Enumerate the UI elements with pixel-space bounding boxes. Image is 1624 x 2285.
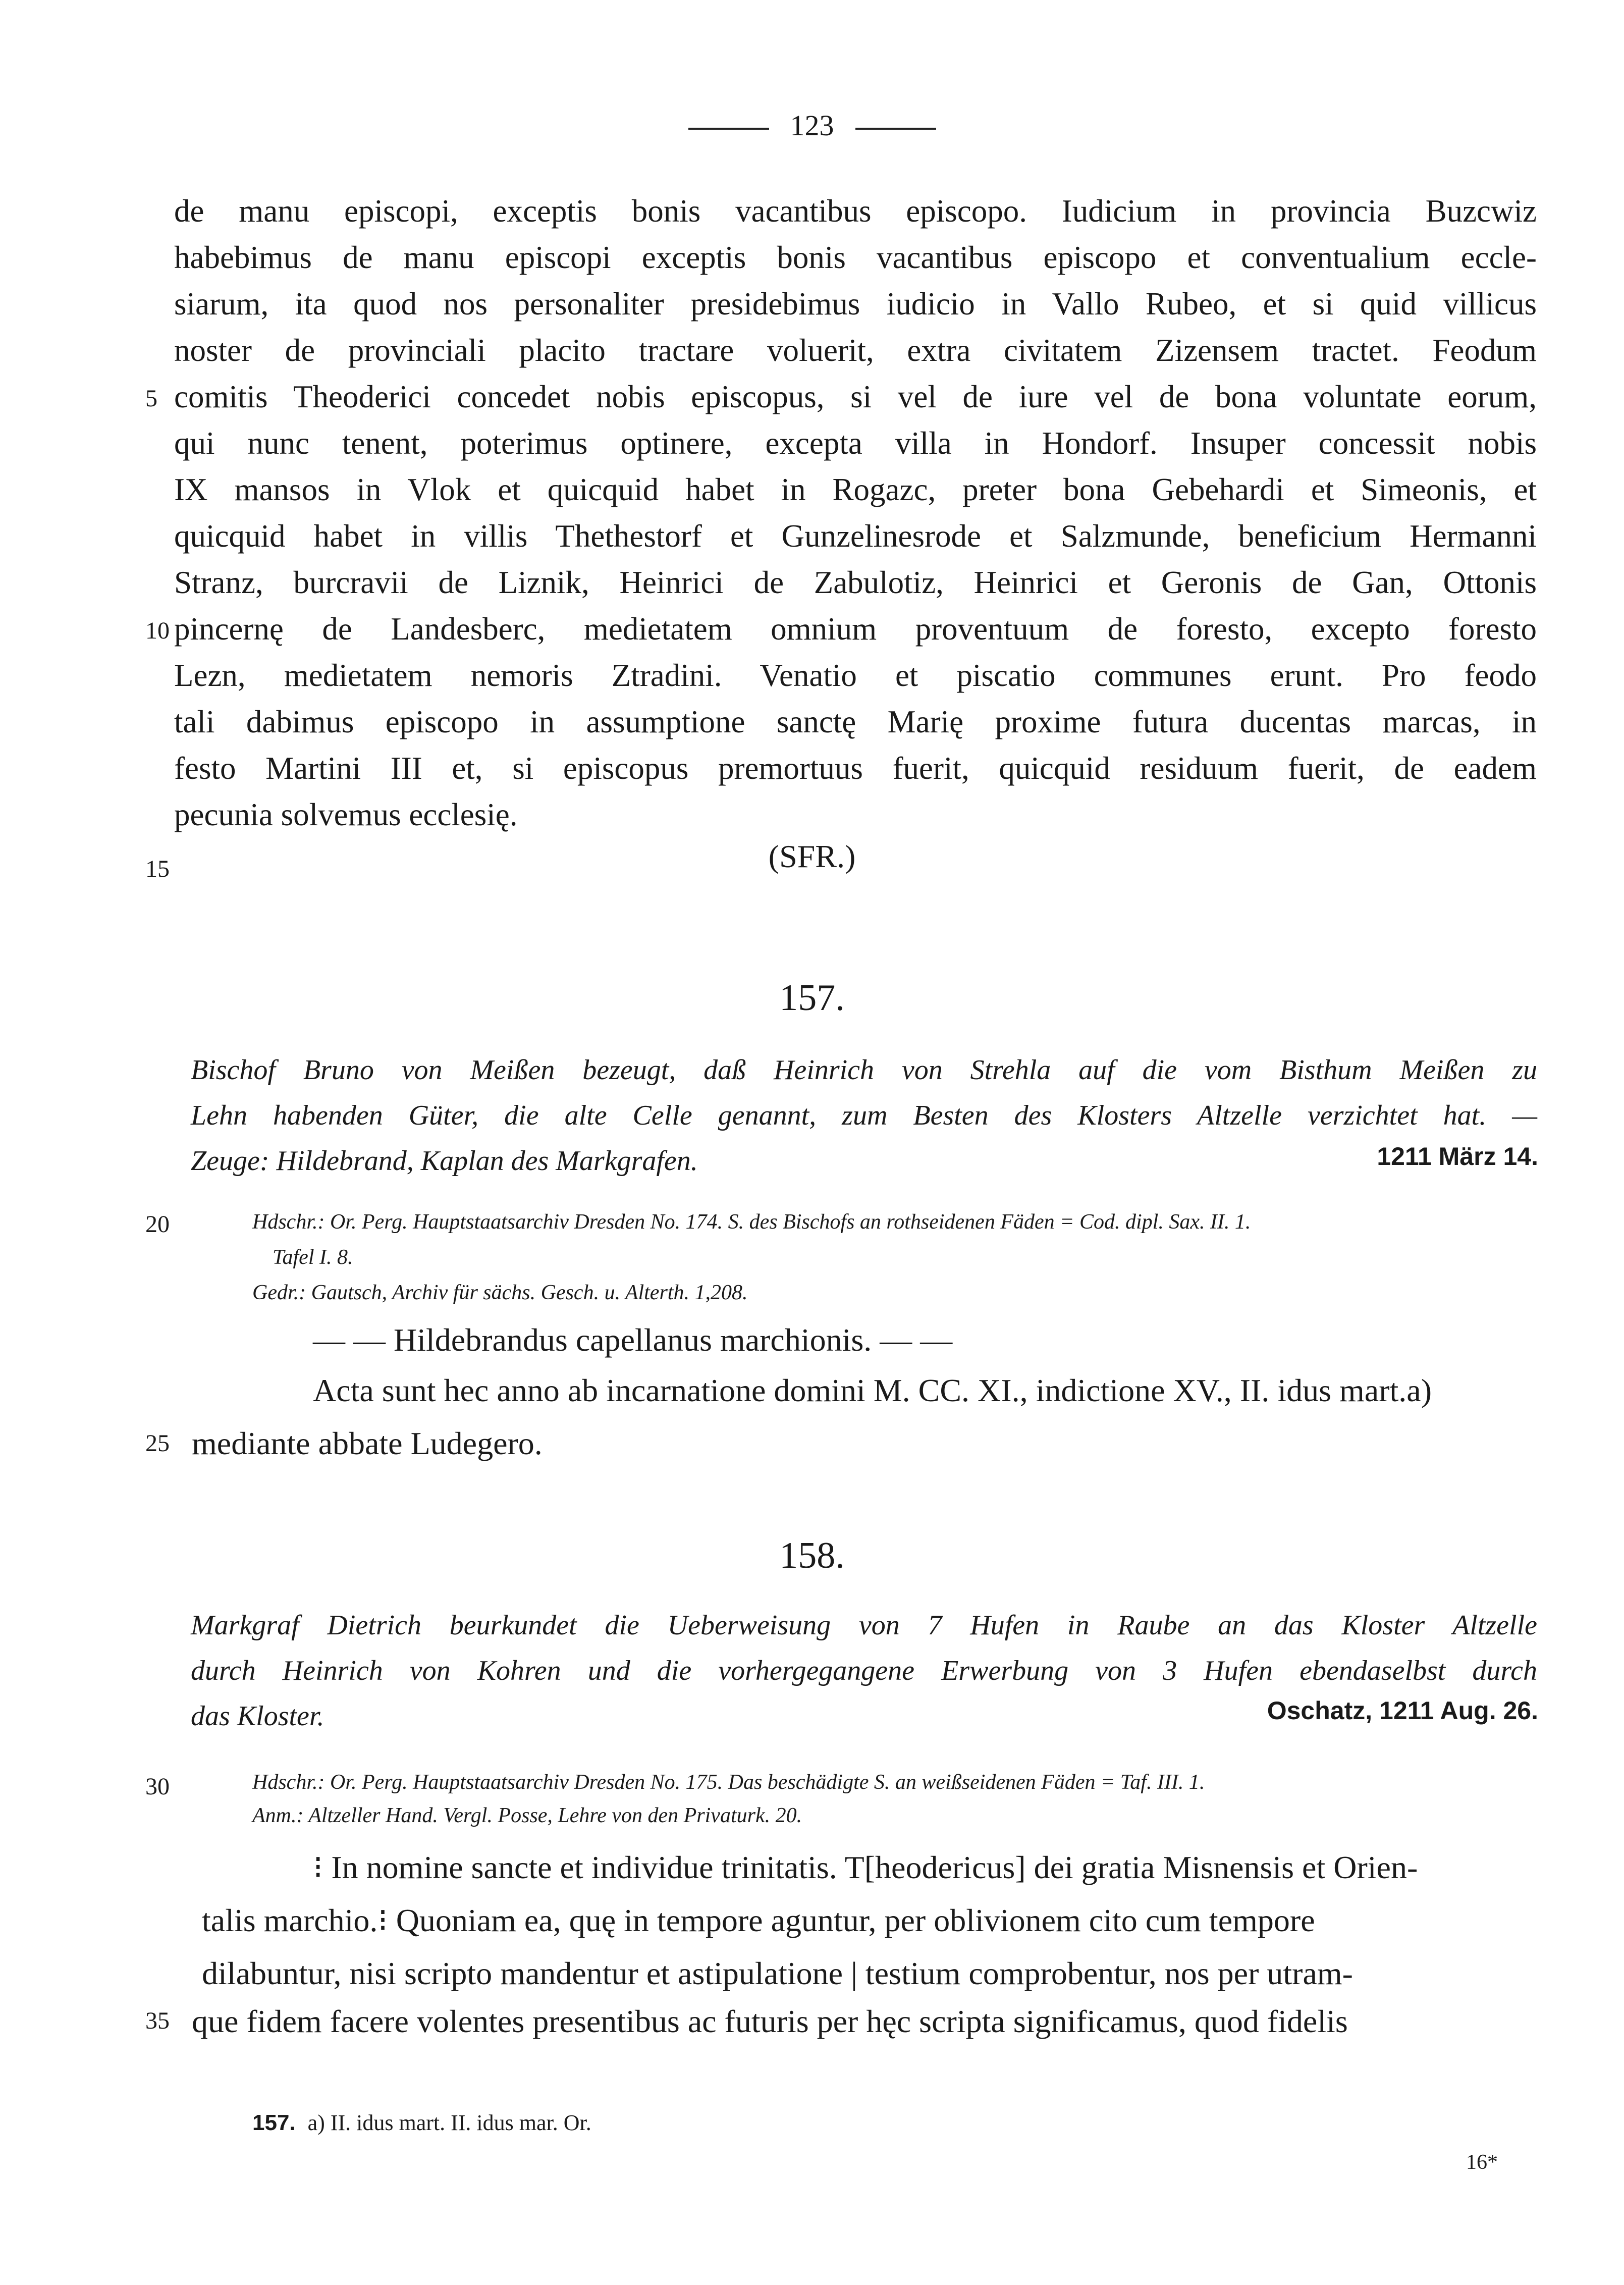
- text-line: mediante abbate Ludegero.: [192, 1425, 543, 1461]
- source-note: Hdschr.: Or. Perg. Hauptstaatsarchiv Dresden No. 174. S. des Bischofs an rothseidenen Fäden = Cod. dipl. Sax. II. 1.: [252, 1210, 1251, 1234]
- line-number: 10: [145, 617, 170, 644]
- text-line: qui nunc tenent, poterimus optinere, excepta villa in Hondorf. Insuper concessit nobis: [174, 426, 1537, 461]
- source-note: Anm.: Altzeller Hand. Vergl. Posse, Lehre von den Privaturk. 20.: [252, 1804, 802, 1827]
- source-note: Tafel I. 8.: [273, 1246, 353, 1269]
- text-line: Stranz, burcravii de Liznik, Heinrici de Zabulotiz, Heinrici et Geronis de Gan, Ottonis: [174, 565, 1537, 600]
- text-line: comitis Theoderici concedet nobis episcopus, si vel de iure vel de bona voluntate eorum,: [174, 379, 1537, 414]
- text-line: habebimus de manu episcopi exceptis bonis vacantibus episcopo et conventualium eccle-: [174, 240, 1537, 275]
- document-date: Oschatz, 1211 Aug. 26.: [1267, 1696, 1538, 1725]
- text-line: noster de provinciali placito tractare voluerit, extra civitatem Zizensem tractet. Feodum: [174, 333, 1537, 368]
- text-line: Acta sunt hec anno ab incarnatione domini M. CC. XI., indictione XV., II. idus mart.a): [313, 1372, 1432, 1408]
- text-line: dilabuntur, nisi scripto mandentur et astipulatione | testium comprobentur, nos per utram-: [202, 1955, 1353, 1991]
- text-line: que fidem facere volentes presentibus ac futuris per hęc scripta significamus, quod fidelis: [192, 2003, 1348, 2039]
- text-line: ⁝ In nomine sancte et individue trinitatis. T[heodericus] dei gratia Misnensis et Orien-: [313, 1849, 1418, 1885]
- line-number: 5: [145, 385, 157, 412]
- document-number: 158.: [779, 1535, 845, 1576]
- text-line: Lezn, medietatem nemoris Ztradini. Venatio et piscatio communes erunt. Pro feodo: [174, 658, 1537, 693]
- footnote: [252, 2110, 591, 2136]
- text-line: — — Hildebrandus capellanus marchionis. — —: [313, 1322, 953, 1358]
- line-number: 20: [145, 1211, 170, 1238]
- header-rule-left: [688, 128, 769, 130]
- line-number: 35: [145, 2007, 170, 2034]
- text-line: siarum, ita quod nos personaliter presidebimus iudicio in Vallo Rubeo, et si quid villicus: [174, 286, 1537, 322]
- text-line: pincernę de Landesberc, medietatem omnium proventuum de foresto, excepto foresto: [174, 611, 1537, 647]
- seal-mark: (SFR.): [768, 838, 856, 874]
- signature-mark: 16*: [1466, 2151, 1498, 2174]
- regest-line: Zeuge: Hildebrand, Kaplan des Markgrafen.: [191, 1145, 698, 1177]
- source-note: Hdschr.: Or. Perg. Hauptstaatsarchiv Dresden No. 175. Das beschädigte S. an weißseidenen Fäden = Taf. III. 1.: [252, 1771, 1205, 1794]
- regest-line: durch Heinrich von Kohren und die vorhergegangene Erwerbung von 3 Hufen ebendaselbst durch: [191, 1655, 1537, 1686]
- footnote-text: a) II. idus mart. II. idus mar. Or.: [307, 2110, 591, 2135]
- regest-line: Markgraf Dietrich beurkundet die Ueberweisung von 7 Hufen in Raube an das Kloster Altzelle: [191, 1610, 1537, 1641]
- text-line: IX mansos in Vlok et quicquid habet in Rogazc, preter bona Gebehardi et Simeonis, et: [174, 472, 1537, 507]
- page-number: 123: [790, 109, 834, 142]
- footnote-ref: 157.: [252, 2110, 296, 2135]
- line-number: 25: [145, 1430, 170, 1457]
- line-number: 30: [145, 1773, 170, 1800]
- header-rule-right: [855, 128, 936, 130]
- text-line: de manu episcopi, exceptis bonis vacantibus episcopo. Iudicium in provincia Buzcwiz: [174, 193, 1537, 229]
- line-number: 15: [145, 856, 170, 882]
- text-line: festo Martini III et, si episcopus premortuus fuerit, quicquid residuum fuerit, de eadem: [174, 751, 1537, 786]
- document-number: 157.: [779, 977, 845, 1019]
- source-note: Gedr.: Gautsch, Archiv für sächs. Gesch. u. Alterth. 1,208.: [252, 1281, 748, 1304]
- text-line: quicquid habet in villis Thethestorf et Gunzelinesrode et Salzmunde, beneficium Hermanni: [174, 518, 1537, 554]
- regest-line: Lehn habenden Güter, die alte Celle genannt, zum Besten des Klosters Altzelle verzichtet hat. —: [191, 1100, 1537, 1131]
- regest-line: das Kloster.: [191, 1701, 324, 1732]
- text-line: tali dabimus episcopo in assumptione sanctę Marię proxime futura ducentas marcas, in: [174, 704, 1537, 739]
- document-date: 1211 März 14.: [1377, 1142, 1538, 1171]
- text-line: pecunia solvemus ecclesię.: [174, 797, 518, 832]
- page-header: [0, 109, 1624, 142]
- text-line: talis marchio.⁝ Quoniam ea, quę in tempore aguntur, per oblivionem cito cum tempore: [202, 1902, 1315, 1938]
- regest-line: Bischof Bruno von Meißen bezeugt, daß Heinrich von Strehla auf die vom Bisthum Meißen zu: [191, 1054, 1537, 1086]
